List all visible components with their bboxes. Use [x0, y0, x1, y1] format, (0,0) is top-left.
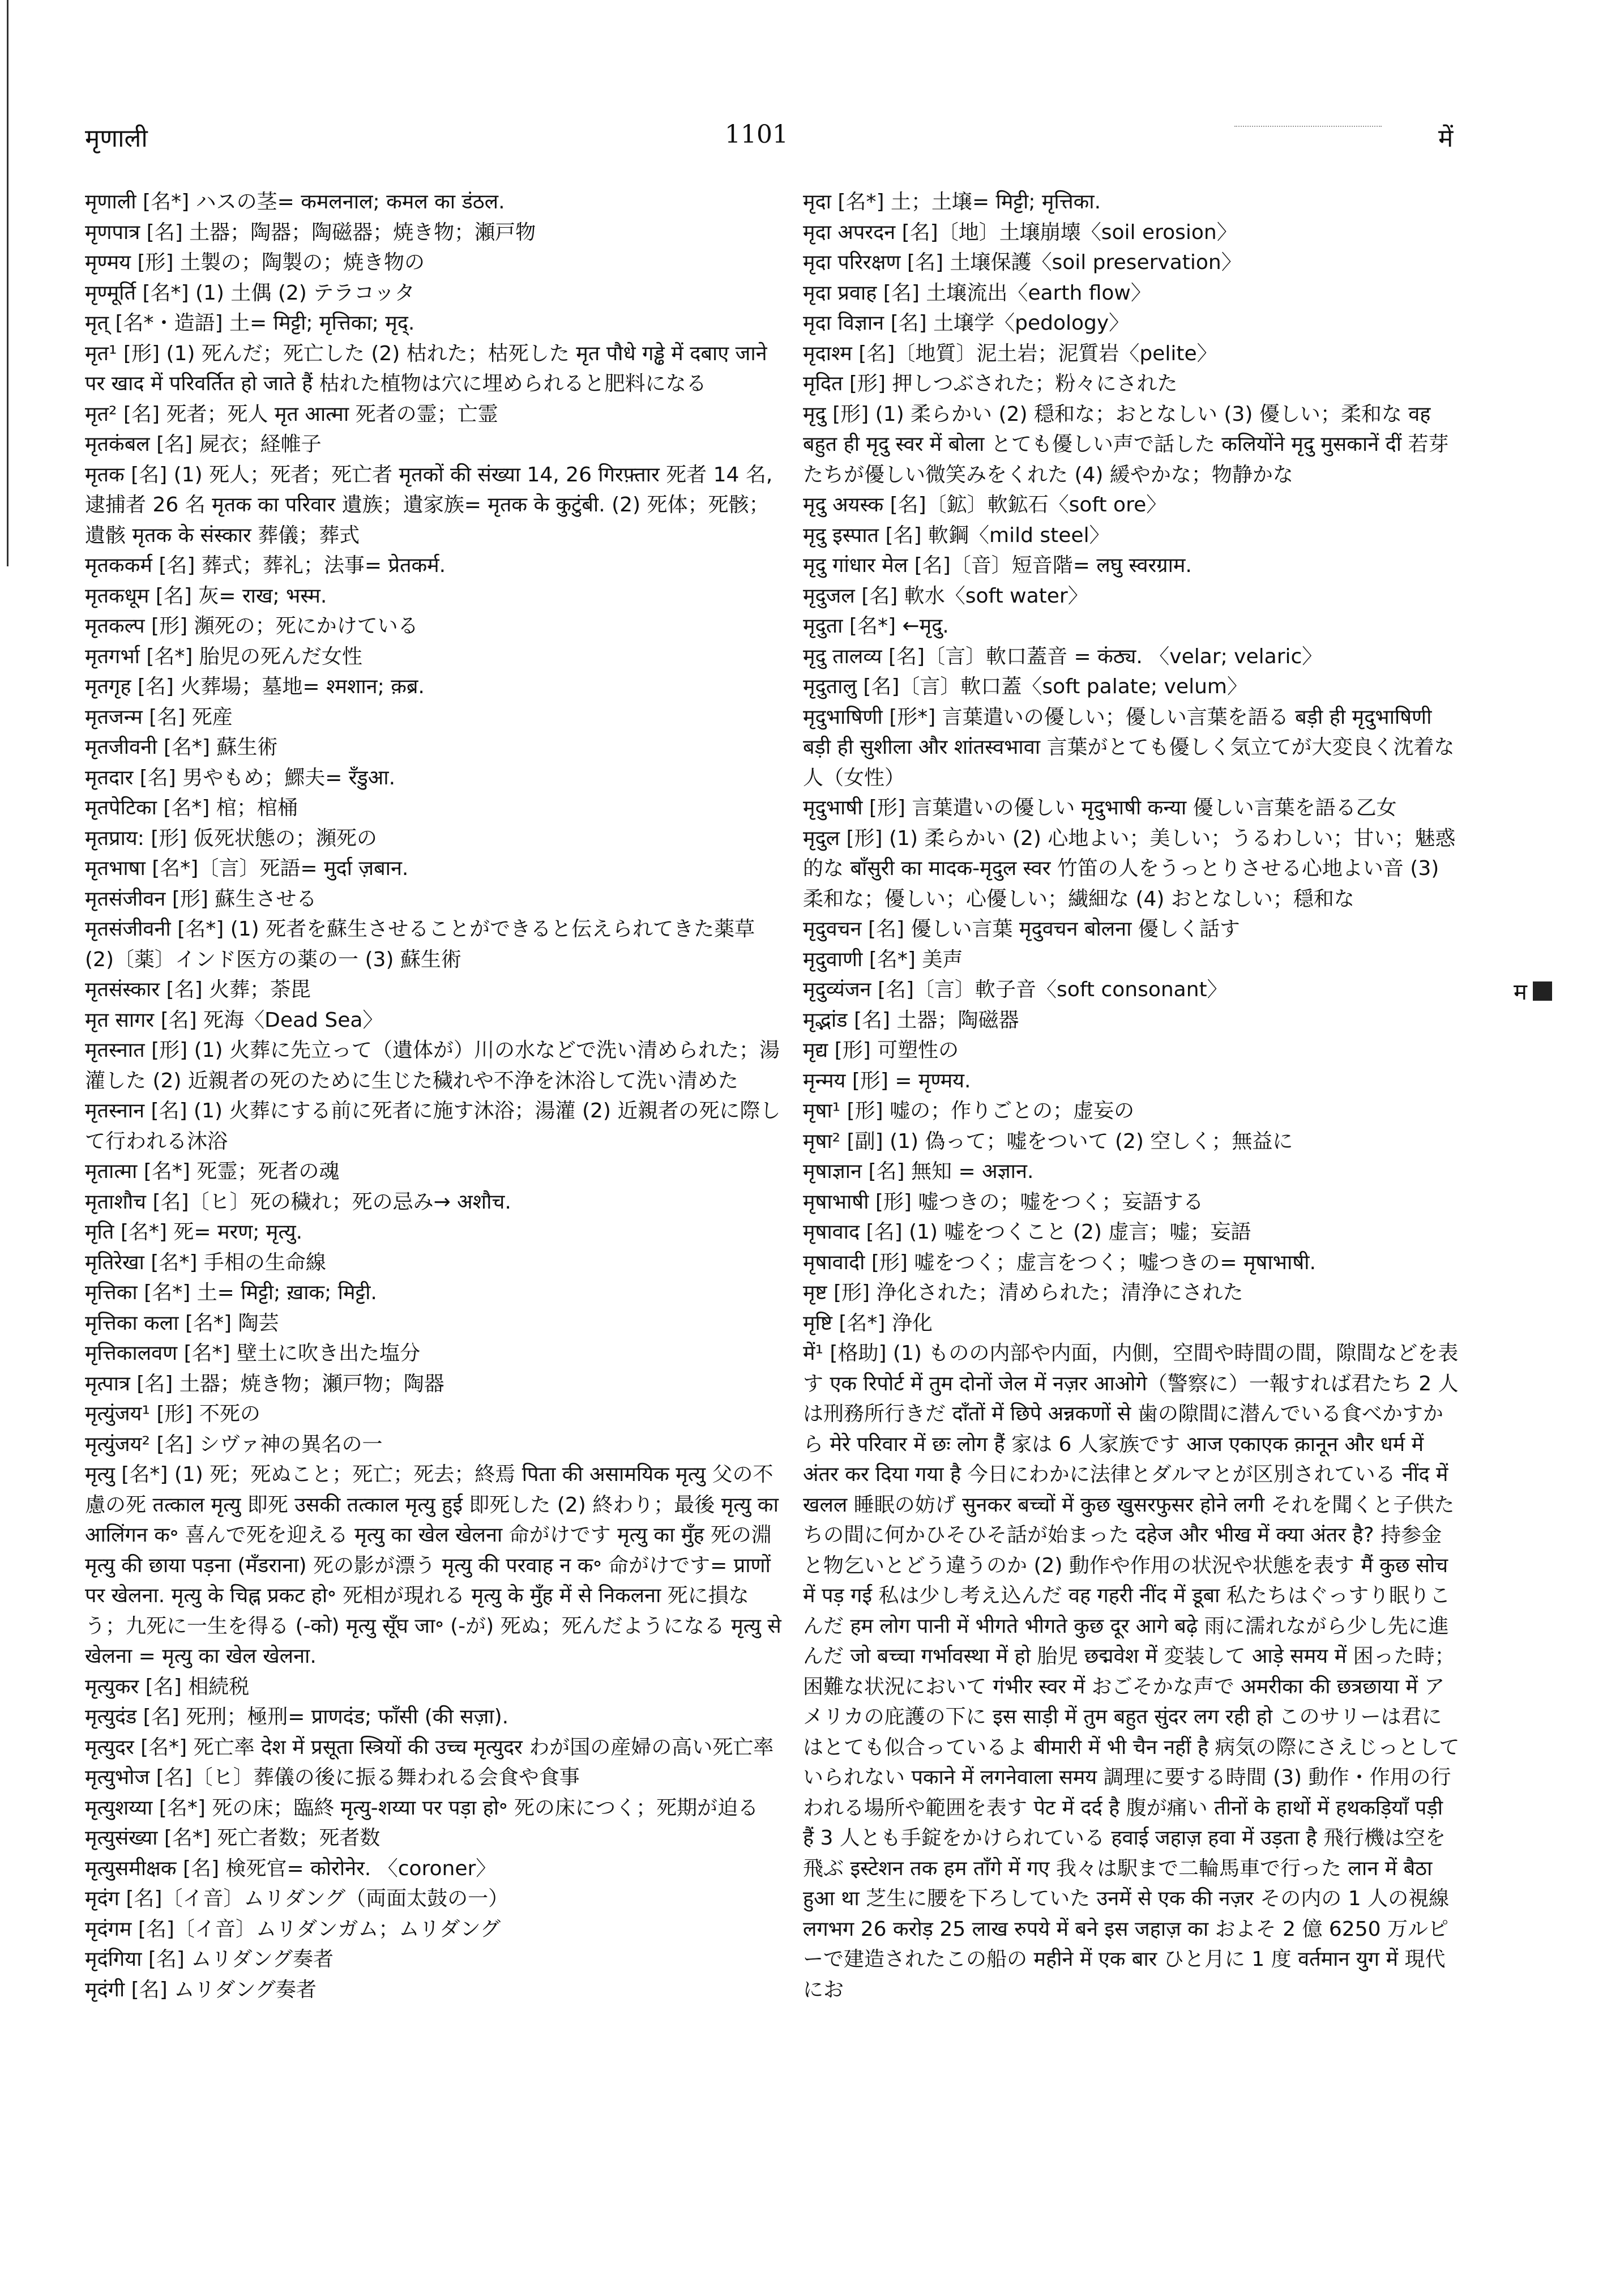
- dictionary-entry: मृत्युशय्या [名*] 死の床；臨終 मृत्यु-शय्या पर पड़ा हो॰ 死の床につく；死期が迫る: [85, 1796, 759, 1820]
- running-head-last-word: में: [1438, 124, 1454, 153]
- dictionary-entry: मृदुवचन [名] 優しい言葉 मृदुवचन बोलना 優しく話す: [803, 917, 1240, 941]
- dictionary-entry: मृषाज्ञान [名] 無知 = अज्ञान.: [803, 1160, 1034, 1183]
- dictionary-entry: मृदंगम [名]〔イ音〕ムリダンガム；ムリダング: [85, 1917, 501, 1941]
- dictionary-entry: मृतक [名] (1) 死人；死者；死亡者 मृतकों की संख्या 14, 26 गिरफ़्तार 死者 14 名, 逮捕者 26 名 मृतक का परिवार 遺族；遺家族= मृतक के कुटुंबी. (2) 死体；死骸；遺骸 मृतक के संस्कार 葬儀；葬式: [85, 463, 773, 547]
- dictionary-entry: मृत्यु [名*] (1) 死；死ぬこと；死亡；死去；終焉 पिता की असामयिक मृत्यु 父の不慮の死 तत्काल मृत्यु 即死 उसकी तत्काल मृत्यु हुई 即死した (2) 終わり；最後 मृत्यु का आलिंगन क॰ 喜んで死を迎える मृत्यु का खेल खेलना 命がけです मृत्यु का मुँह 死の淵 मृत्यु की छाया पड़ना (मँडराना) 死の影が漂う मृत्यु की परवाह न क॰ 命がけです= प्राणों पर खेलना. मृत्यु के चिह्न प्रकट हो॰ 死相が現れる मृत्यु के मुँह में से निकलना 死に損なう；九死に一生を得る (-को) मृत्यु सूँघ जा॰ (-が) 死ぬ；死んだようになる मृत्यु से खेलना = मृत्यु का खेल खेलना.: [85, 1463, 781, 1668]
- dictionary-entry: मृदित [形] 押しつぶされた；粉々にされた: [803, 372, 1178, 395]
- dictionary-entry: मृत्युभोज [名]〔ヒ〕葬儀の後に振る舞われる会食や食事: [85, 1766, 580, 1789]
- dictionary-entry: मृदा प्रवाह [名] 土壌流出〈earth flow〉: [803, 281, 1151, 305]
- dictionary-entry: मृदंगिया [名] ムリダング奏者: [85, 1948, 334, 1971]
- dictionary-entry: मृषावाद [名] (1) 嘘をつくこと (2) 虚言；嘘；妄語: [803, 1220, 1251, 1244]
- dictionary-entry: मृषा¹ [形] 嘘の；作りごとの；虚妄の: [803, 1099, 1135, 1122]
- dictionary-entry: मृत² [名] 死者；死人 मृत आत्मा 死者の霊；亡霊: [85, 402, 498, 426]
- dictionary-entry: मृतदार [名] 男やもめ；鰥夫= रँडुआ.: [85, 766, 396, 789]
- dictionary-entry: मृत्युसंख्या [名*] 死亡者数；死者数: [85, 1826, 381, 1850]
- dictionary-entry: मृत्युंजय¹ [形] 不死の: [85, 1402, 260, 1425]
- dictionary-entry: मृदंगी [名] ムリダング奏者: [85, 1978, 317, 2001]
- dictionary-entry: मृदाश्म [名]〔地質〕泥土岩；泥質岩〈pelite〉: [803, 342, 1217, 365]
- dictionary-entry: मृदु [形] (1) 柔らかい (2) 穏和な；おとなしい (3) 優しい；柔和な वह बहुत ही मृदु स्वर में बोला とても優しい声で話した कलियोंने मृदु मुसकानें दीं 若芽たちが優しい微笑みをくれた (4) 緩やかな；物静かな: [803, 402, 1449, 486]
- dictionary-entry: मृणपात्र [名] 土器；陶器；陶磁器；焼き物；瀬戸物: [85, 220, 536, 244]
- dictionary-entry: मृदुवाणी [名*] 美声: [803, 947, 963, 971]
- dictionary-entry: मृतसंजीवन [形] 蘇生させる: [85, 887, 317, 911]
- dictionary-entry: मृदुव्यंजन [名]〔言〕軟子音〈soft consonant〉: [803, 978, 1228, 1001]
- dictionary-entry: मृतभाषा [名*]〔言〕死語= मुर्दा ज़बान.: [85, 857, 409, 880]
- dictionary-entry: मृण्मूर्ति [名*] (1) 土偶 (2) テラコッタ: [85, 281, 415, 305]
- page-number: 1101: [725, 120, 788, 149]
- dictionary-entry: मृदंग [名]〔イ音〕ムリダング（両面太鼓の一）: [85, 1887, 509, 1910]
- dictionary-entry: मृतगर्भा [名*] 胎児の死んだ女性: [85, 645, 362, 668]
- dictionary-entry: मृदु तालव्य [名]〔言〕軟口蓋音 = कंठ्य. 〈velar; velaric〉: [803, 645, 1323, 668]
- dictionary-entry: मृतकंबल [名] 屍衣；経帷子: [85, 433, 322, 456]
- dictionary-entry: मृत सागर [名] 死海〈Dead Sea〉: [85, 1008, 383, 1032]
- dictionary-entry: मृत¹ [形] (1) 死んだ；死亡した (2) 枯れた；枯死した मृत पौधे गड्ढे में दबाए जाने पर खाद में परिवर्तित हो जाते हैं 枯れた植物は穴に埋められると肥料になる: [85, 342, 767, 395]
- dictionary-entry: मृत्युसमीक्षक [名] 検死官= कोरोनेर. 〈coroner〉: [85, 1856, 497, 1880]
- dictionary-entry: मृन्मय [形] = मृण्मय.: [803, 1069, 971, 1092]
- dictionary-entry: मृत्तिकालवण [名*] 壁土に吹き出た塩分: [85, 1342, 421, 1365]
- dictionary-entry: मृदुता [名*] ←मृदु.: [803, 614, 949, 638]
- dictionary-entry: मृदुतालु [名]〔言〕軟口蓋〈soft palate; velum〉: [803, 675, 1247, 698]
- dictionary-entry: मृतककर्म [名] 葬式；葬礼；法事= प्रेतकर्म.: [85, 554, 446, 577]
- dictionary-entry: मृद्य [形] 可塑性の: [803, 1039, 959, 1062]
- dictionary-entry: मृतजन्म [名] 死産: [85, 705, 233, 729]
- dictionary-entry: मृताशौच [名]〔ヒ〕死の穢れ；死の忌み→ अशौच.: [85, 1190, 511, 1214]
- dictionary-entry: मृत्पात्र [名] 土器；焼き物；瀬戸物；陶器: [85, 1372, 445, 1395]
- dictionary-entry: मृत्युदर [名*] 死亡率 देश में प्रसूता स्त्रियों की उच्च मृत्युदर わが国の産婦の高い死亡率: [85, 1735, 774, 1759]
- dictionary-entry: मृत्युदंड [名] 死刑；極刑= प्राणदंड; फाँसी (की सज़ा).: [85, 1705, 509, 1728]
- thumb-index-marker: [1533, 981, 1552, 1001]
- running-head-first-word: मृणाली: [85, 124, 148, 153]
- dictionary-entry: में¹ [格助] (1) ものの内部や内面，内側，空間や時間の間，隙間などを表す एक रिपोर्ट में तुम दोनों जेल में नज़र आओगे（警察に）一報すれば君たち 2 人は刑務所行きだ दाँतों में छिपे अन्नकणों से 歯の隙間に潜んでいる食べかすから मेरे परिवार में छः लोग हैं 家は 6 人家族です आज एकाएक क़ानून और धर्म में अंतर कर दिया गया है 今日にわかに法律とダルマとが区別されている नींद में खलल 睡眠の妨げ सुनकर बच्चों में कुछ खुसरफुसर होने लगी それを聞くと子供たちの間に何かひそひそ話が始まった दहेज और भीख में क्या अंतर है? 持参金と物乞いとどう違うのか (2) 動作や作用の状況や状態を表す मैं कुछ सोच में पड़ गई 私は少し考え込んだ वह गहरी नींद में डूबा 私たちはぐっすり眠りこんだ हम लोग पानी में भीगते भीगते कुछ दूर आगे बढ़े 雨に濡れながら少し先に進んだ जो बच्चा गर्भावस्था में हो 胎児 छद्मवेश में 変装して आड़े समय में 困った時；困難な状況において गंभीर स्वर में おごそかな声で अमरीका की छत्रछाया में アメリカの庇護の下に इस साड़ी में तुम बहुत सुंदर लग रही हो このサリーは君にはとても似合っているよ बीमारी में भी चैन नहीं है 病気の際にさえじっとしていられない पकाने में लगनेवाला समय 調理に要する時間 (3) 動作・作用の行われる場所や範囲を表す पेट में दर्द है 腹が痛い तीनों के हाथों में हथकड़ियाँ पड़ी हैं 3 人とも手錠をかけられている हवाई जहाज़ हवा में उड़ता है 飛行機は空を飛ぶ इस्टेशन तक हम ताँगे में गए 我々は駅まで二輪馬車で行った लान में बैठा हुआ था 芝生に腰を下ろしていた उनमें से एक की नज़र その内の 1 人の視線 लगभग 26 करोड़ 25 लाख रुपये में बने इस जहाज़ का およそ 2 億 6250 万ルピーで建造されたこの船の महीने में एक बार ひと月に 1 度 वर्तमान युग में 現代にお: [803, 1342, 1460, 2001]
- dictionary-entry: मृष्टि [名*] 浄化: [803, 1311, 933, 1335]
- dictionary-entry: मृत्युंजय² [名] シヴァ神の異名の一: [85, 1432, 383, 1456]
- dictionary-entry: मृतस्नान [名] (1) 火葬にする前に死者に施す沐浴；湯灌 (2) 近親者の死に際して行われる沐浴: [85, 1099, 781, 1153]
- dictionary-entry: मृतपेटिका [名*] 棺；棺桶: [85, 796, 298, 820]
- dictionary-entry: मृष्ट [形] 浄化された；清められた；清浄にされた: [803, 1281, 1243, 1304]
- dictionary-entry: मृतिरेखा [名*] 手相の生命線: [85, 1250, 326, 1274]
- left-column: [85, 187, 787, 2005]
- dictionary-entry: मृदु इस्पात [名] 軟鋼〈mild steel〉: [803, 523, 1110, 547]
- dictionary-entry: मृतसंस्कार [名] 火葬；荼毘: [85, 978, 311, 1001]
- dictionary-entry: मृदा अपरदन [名]〔地〕土壌崩壊〈soil erosion〉: [803, 220, 1237, 244]
- thumb-index: [1514, 975, 1552, 1006]
- dictionary-entry: मृदुजल [名] 軟水〈soft water〉: [803, 584, 1088, 608]
- dictionary-entry: मृदा परिरक्षण [名] 土壌保護〈soil preservation〉: [803, 251, 1242, 274]
- dictionary-entry: मृदु गांधार मेल [名]〔音〕短音階= लघु स्वरग्राम.: [803, 554, 1192, 577]
- dictionary-entry: मृणाली [名*] ハスの茎= कमलनाल; कमल का डंठल.: [85, 190, 505, 214]
- dictionary-entry: मृदु अयस्क [名]〔鉱〕軟鉱石〈soft ore〉: [803, 493, 1167, 517]
- dictionary-entry: मृत्तिका [名*] 土= मिट्टी; ख़ाक; मिट्टी.: [85, 1281, 377, 1304]
- dictionary-entry: मृतात्मा [名*] 死霊；死者の魂: [85, 1160, 340, 1183]
- dictionary-entry: मृषा² [副] (1) 偽って；嘘をついて (2) 空しく；無益に: [803, 1129, 1293, 1153]
- dictionary-entry: मृषाभाषी [形] 嘘つきの；嘘をつく；妄語する: [803, 1190, 1204, 1214]
- dictionary-entry: मृतकल्प [形] 瀕死の；死にかけている: [85, 614, 418, 638]
- dictionary-entry: मृदुल [形] (1) 柔らかい (2) 心地よい；美しい；うるわしい；甘い；魅惑的な बाँसुरी का मादक-मृदुल स्वर 竹笛の人をうっとりさせる心地よい音 (3) 柔和な；優しい；心優しい；繊細な (4) おとなしい；穏和な: [803, 826, 1456, 911]
- dictionary-entry: मृतप्राय: [形] 仮死状態の；瀕死の: [85, 826, 377, 850]
- dictionary-entry: मृतकधूम [名] 灰= राख; भस्म.: [85, 584, 327, 608]
- dictionary-entry: मृतसंजीवनी [名*] (1) 死者を蘇生させることができると伝えられてきた薬草 (2)〔薬〕インド医方の薬の一 (3) 蘇生術: [85, 917, 755, 971]
- dictionary-entry: मृत्तिका कला [名*] 陶芸: [85, 1311, 279, 1335]
- right-column: [803, 187, 1460, 2005]
- dictionary-entry: मृतस्नात [形] (1) 火葬に先立って（遺体が）川の水などで洗い清められた；湯灌した (2) 近親者の死のために生じた穢れや不浄を沐浴して洗い清めた: [85, 1039, 780, 1092]
- dictionary-entry: मृषावादी [形] 嘘をつく；虚言をつく；嘘つきの= मृषाभाषी.: [803, 1250, 1316, 1274]
- dictionary-entry: मृदा [名*] 土；土壌= मिट्टी; मृत्तिका.: [803, 190, 1101, 214]
- dictionary-entry: मृतजीवनी [名*] 蘇生術: [85, 736, 278, 759]
- dictionary-entry: मृदुभाषी [形] 言葉遣いの優しい मृदुभाषी कन्या 優しい言葉を語る乙女: [803, 796, 1397, 820]
- dictionary-entry: मृद्भांड [名] 土器；陶磁器: [803, 1008, 1019, 1032]
- dictionary-entry: मृदा विज्ञान [名] 土壌学〈pedology〉: [803, 311, 1130, 335]
- page-edge-line: [7, 0, 8, 566]
- dictionary-entry: मृत्युकर [名] 相続税: [85, 1675, 250, 1698]
- dictionary-entry: मृत् [名*・造語] 土= मिट्टी; मृत्तिका; मृद्.: [85, 311, 415, 335]
- thumb-index-letter: म: [1514, 979, 1527, 1005]
- header-dotted-rule: [1234, 126, 1382, 128]
- dictionary-entry: मृण्मय [形] 土製の；陶製の；焼き物の: [85, 251, 425, 274]
- dictionary-entry: मृति [名*] 死= मरण; मृत्यु.: [85, 1220, 303, 1244]
- dictionary-entry: मृतगृह [名] 火葬場；墓地= श्मशान; क़ब्र.: [85, 675, 425, 698]
- dictionary-entry: मृदुभाषिणी [形*] 言葉遣いの優しい；優しい言葉を語る बड़ी ही मृदुभाषिणी बड़ी ही सुशीला और शांतस्वभावा 言葉がとても優しく気立てが大変良く沈着な人（女性）: [803, 705, 1455, 789]
